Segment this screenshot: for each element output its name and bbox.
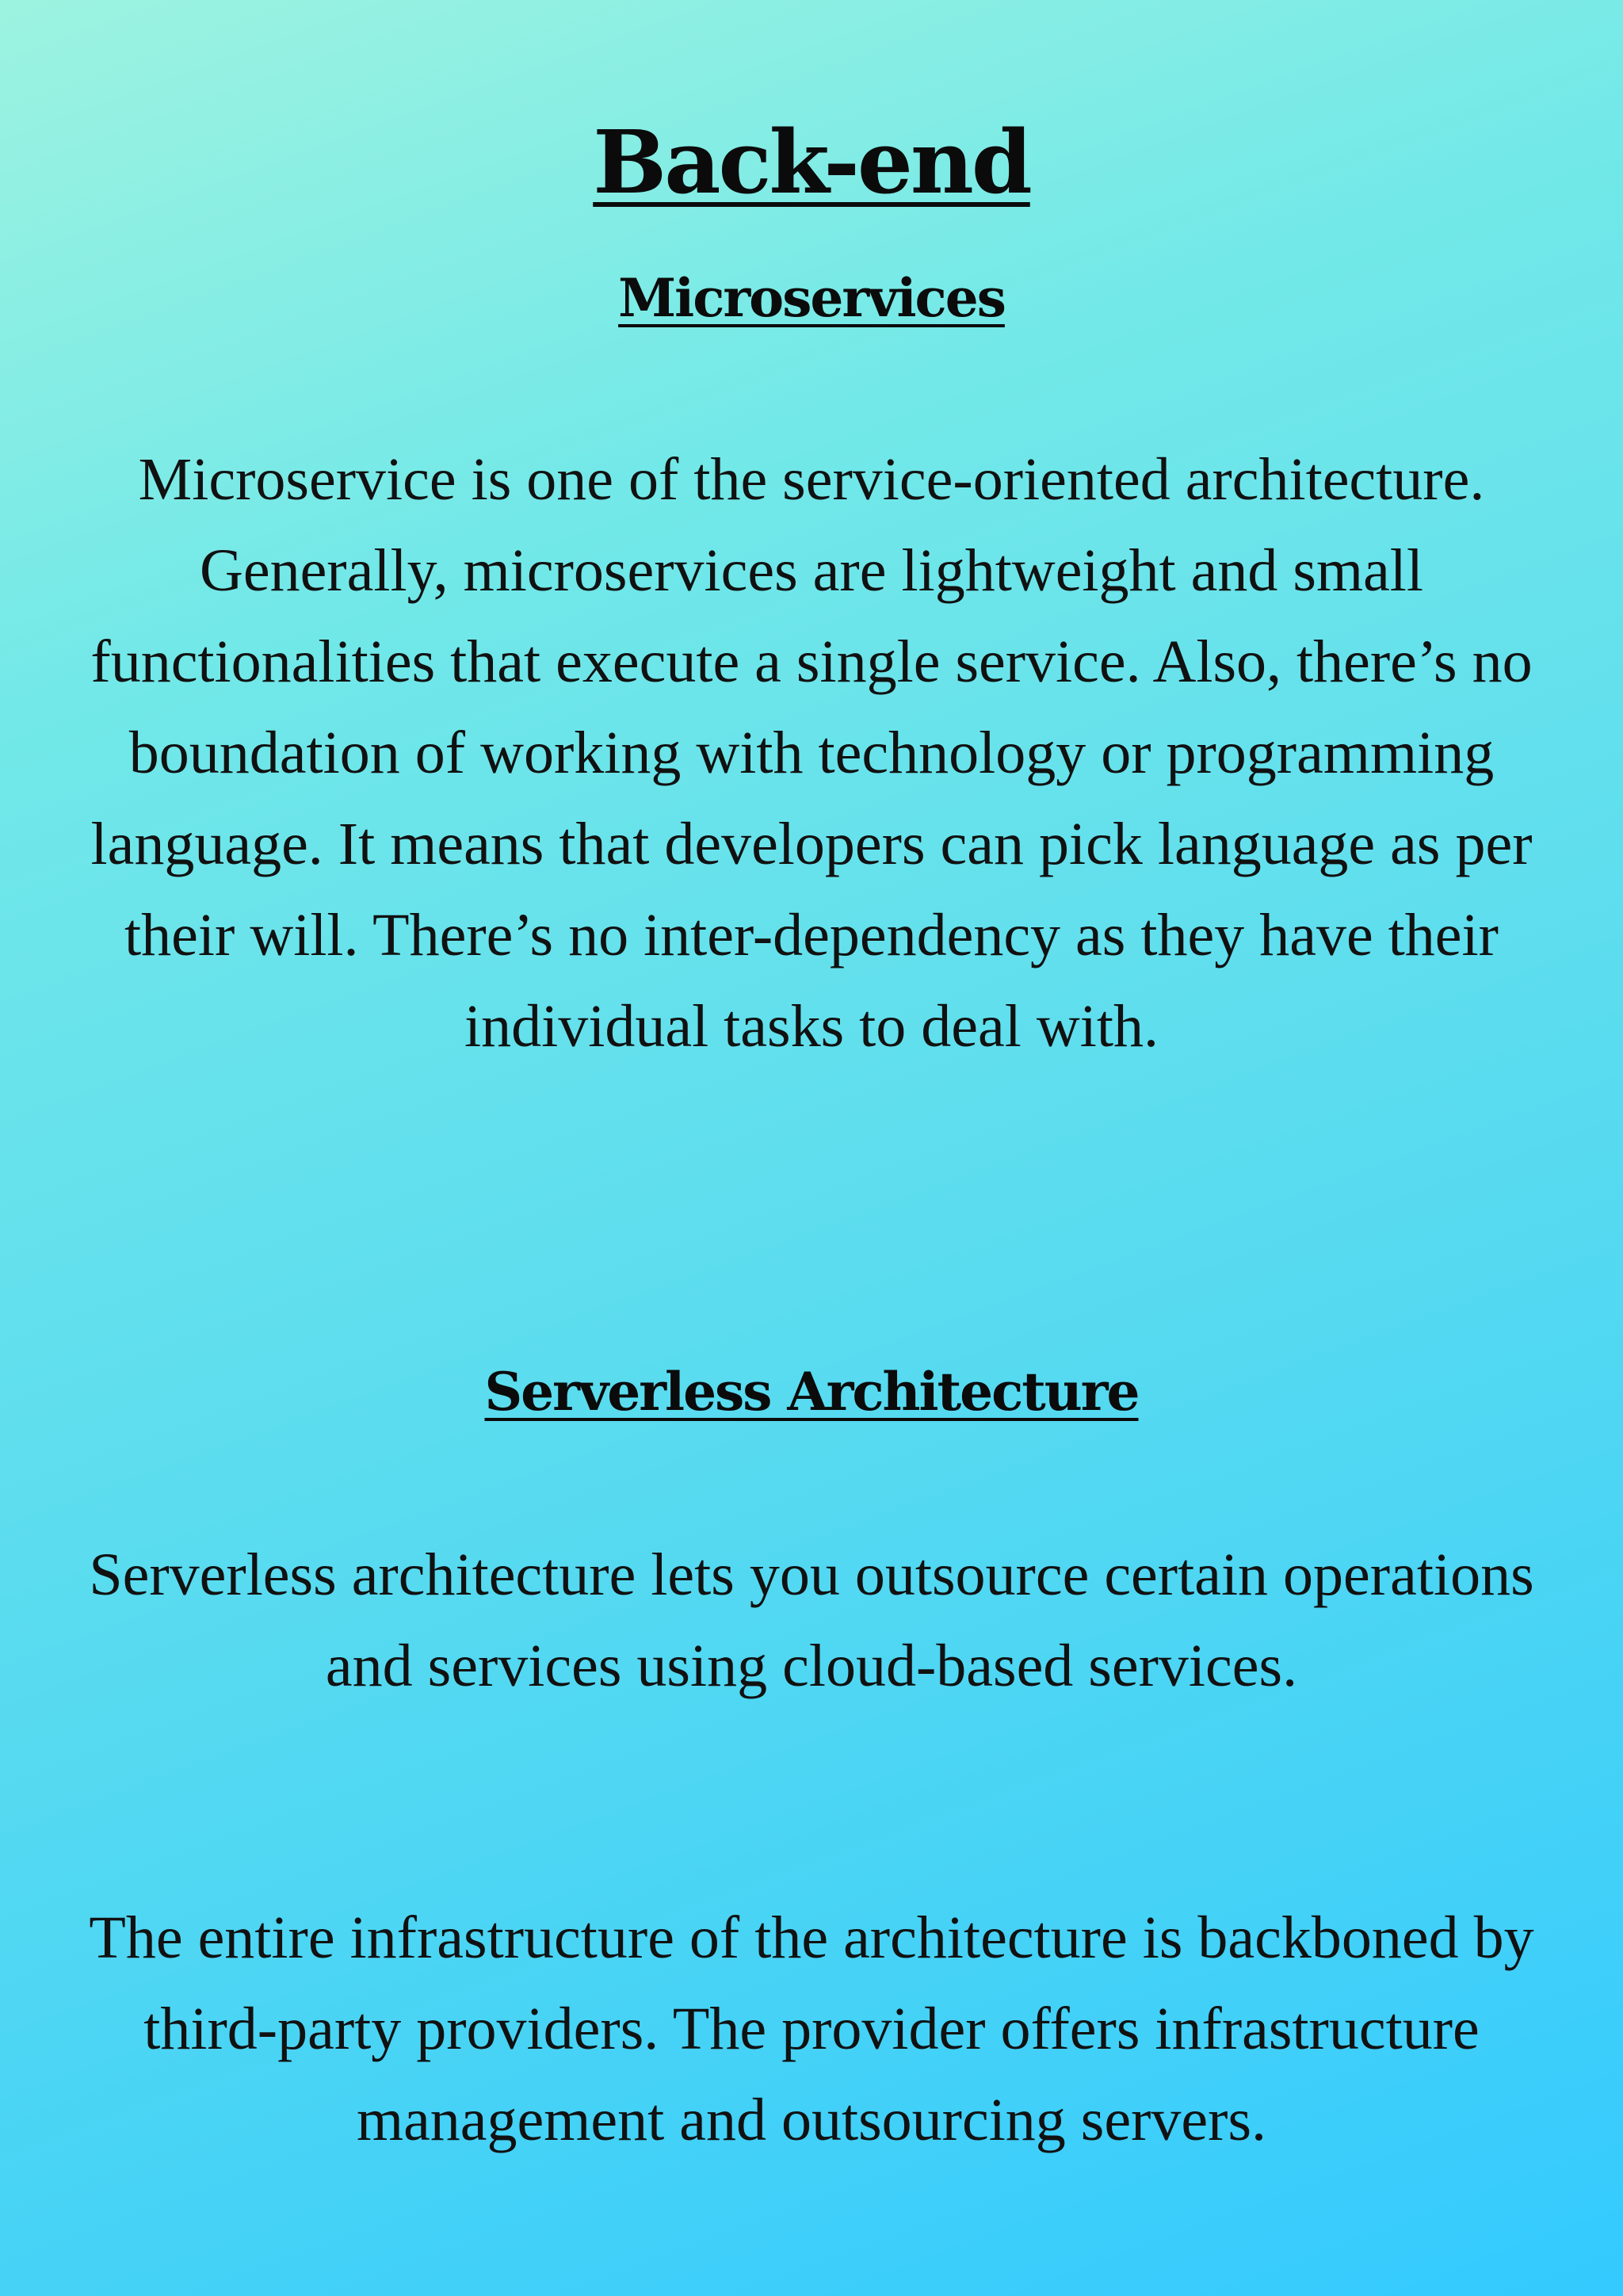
page-title: Back-end — [593, 111, 1030, 213]
section-paragraph-serverless-2: The entire infrastructure of the architecture is backboned by third-party providers. The provider offers infrastructure management and outsourcing servers. — [89, 1904, 1534, 2153]
section-paragraph-microservices: Microservice is one of the service-oriented architecture. Generally, microservices are lightweight and small functionalities that execute a single service. Also, there’s no boundation of working with technology or programming language. It means that developers can pick language as per their will. There’s no inter-dependency as they have their individual tasks to deal with. — [90, 446, 1533, 1060]
section-heading-serverless-architecture: Serverless Architecture — [484, 1361, 1139, 1423]
section-heading-microservices: Microservices — [618, 267, 1005, 329]
section-paragraph-serverless-1: Serverless architecture lets you outsource certain operations and services using cloud-based services. — [89, 1541, 1534, 1699]
